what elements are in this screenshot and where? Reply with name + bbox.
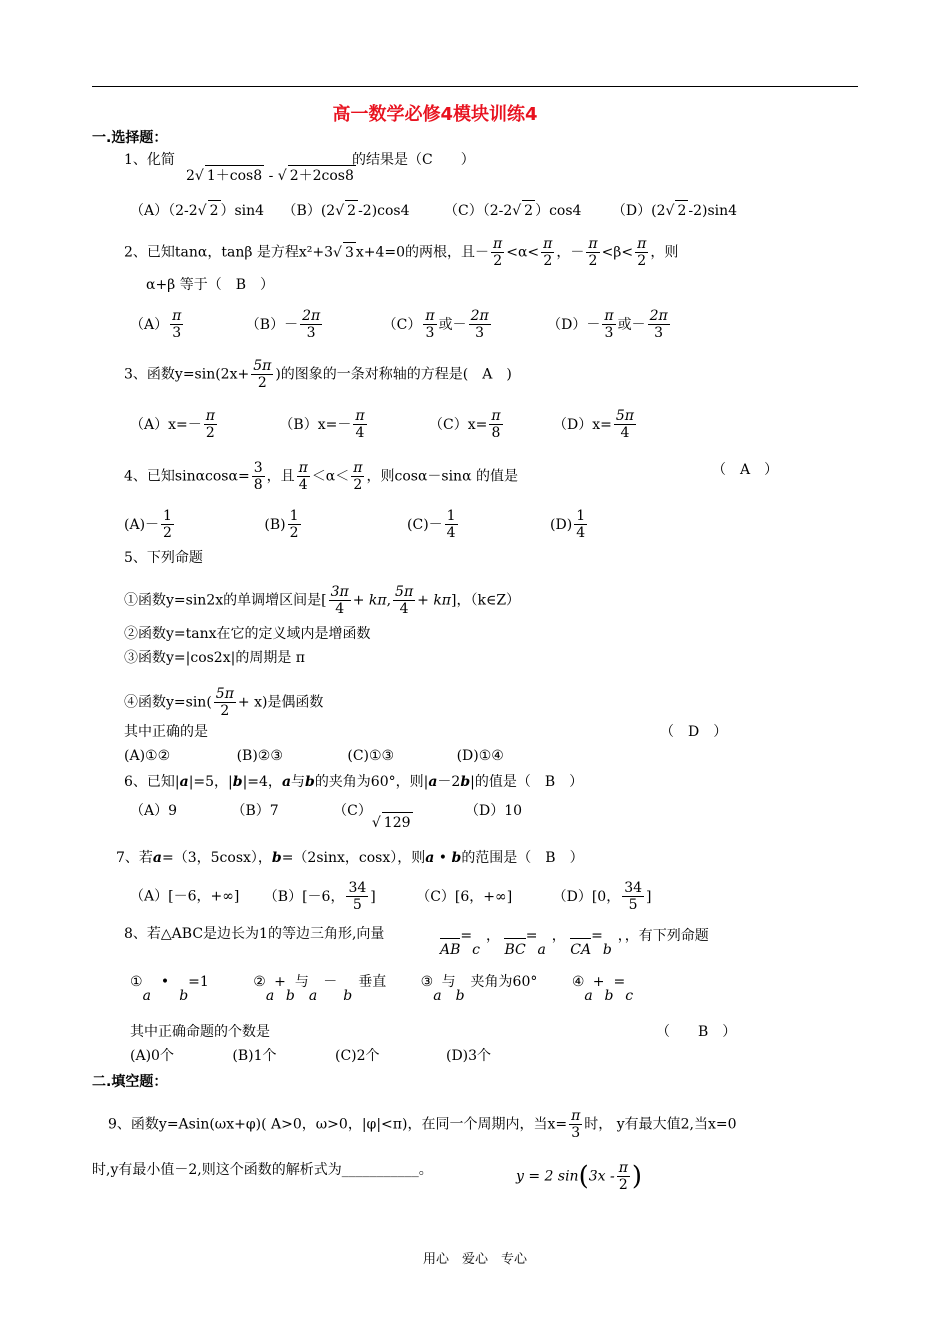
q2-option-c: （C） $\frac{\pi}{3}$ 或－ $\frac{2\pi}{3}$ — [382, 308, 489, 341]
q5-prop-3: ③函数y=|cos2x|的周期是 π — [124, 650, 305, 666]
q1-expression — [186, 165, 356, 186]
q8-prop-3: ③a与b夹角为60° — [420, 974, 538, 1004]
q2-stem: 2、已知tanα，tanβ 是方程x²+3√ 3 x+4=0的两根，且－ $\frac{\pi}{2}$ <α< $\frac{\pi}{2}$ ，－ $\frac{\pi}{2}$ <β< $\frac{\pi}{2}$ ，则 — [124, 236, 678, 269]
q9-stem-line2: 时,y有最小值－2,则这个函数的解析式为___________。 — [92, 1162, 433, 1178]
page-title: 高一数学必修4模块训练4 — [332, 104, 538, 125]
q1-options — [130, 200, 737, 221]
q1-radical-1: √ 1＋cos8 — [195, 168, 264, 184]
q4-option-b: (B) $\frac{1}{2}$ — [264, 508, 299, 541]
q5-prop-2: ②函数y=tanx在它的定义域内是增函数 — [124, 626, 371, 642]
q1-stem-pre: 1、化简 — [124, 152, 175, 168]
q1-option-b: （B）(2√ 2 -2)cos4 — [283, 203, 410, 219]
vector-ab: AB — [440, 938, 460, 960]
q5-option-d: (D)①④ — [456, 748, 504, 764]
q2-frac-pi-2-a: $\frac{\pi}{2}$ — [493, 236, 503, 269]
q8-prop-1: ①a•b=1 — [130, 974, 209, 1004]
vector-ca: CA — [570, 938, 591, 960]
q2-stem-line2: α+β 等于（ B ） — [146, 277, 275, 293]
q3-option-b: （B）x=－ $\frac{\pi}{4}$ — [279, 408, 365, 441]
q7-option-c: （C）[6，+∞] — [416, 888, 513, 905]
q9-answer: y = 2 sin(3x - $\frac{\pi}{2}$ ) — [516, 1160, 643, 1193]
q8-option-a: (A)0个 — [130, 1048, 174, 1064]
q4-option-c: (C)－ $\frac{1}{4}$ — [407, 508, 456, 541]
q5-option-a: (A)①② — [124, 748, 171, 764]
q1-stem-post: 的结果是（C ） — [352, 152, 475, 168]
q7-option-d: （D）[0， $\frac{34}{5}$ ] — [552, 880, 652, 913]
q1-radical-2: √ 2＋2cos8 — [278, 168, 356, 184]
q1-coef: 2 — [186, 168, 195, 184]
q2-option-b: （B）－ $\frac{2\pi}{3}$ — [245, 308, 321, 341]
q2-options — [130, 308, 672, 341]
q5-options — [124, 746, 504, 766]
q3-option-d: （D）x= $\frac{5\pi}{4}$ — [552, 408, 634, 441]
vector-bc: BC — [504, 938, 525, 960]
q5-correct-label: 其中正确的是 — [124, 724, 208, 740]
q5-option-c: (C)①③ — [347, 748, 395, 764]
q2-option-a: （A） $\frac{\pi}{3}$ — [130, 308, 182, 341]
q4-options — [124, 508, 589, 541]
q5-prop-4: ④函数y=sin( $\frac{5\pi}{2}$ + x)是偶函数 — [124, 686, 324, 719]
q8-answer: （ B ） — [656, 1024, 737, 1040]
q6-stem: 6、已知|a|=5，|b|=4，a与b的夹角为60°，则|a－2b|的值是（ B ） — [124, 774, 584, 790]
q8-stem: 8、若△ABC是边长为1的等边三角形,向量 — [124, 926, 385, 942]
q5-option-b: (B)②③ — [236, 748, 283, 764]
q1-option-c: （C）（2-2√ 2 ）cos4 — [444, 203, 581, 219]
q7-option-a: （A）[－6，+∞] — [130, 888, 240, 905]
q6-option-c: （C）√ 129 — [333, 803, 412, 819]
section-choice-heading: 一.选择题： — [92, 130, 168, 146]
section-fill-heading: 二.填空题： — [92, 1074, 168, 1090]
q8-options — [130, 1046, 491, 1066]
q7-option-b: （B）[－6， $\frac{34}{5}$ ] — [263, 880, 376, 913]
q8-prop-2: ②a+b与a－b垂直 — [253, 974, 387, 1004]
q4-answer: （ A ） — [712, 462, 779, 478]
q5-prop-1: ①函数y=sin2x的单调增区间是[ $\frac{3\pi}{4}$ + kπ, $\frac{5\pi}{4}$ + kπ]，（k∈Z） — [124, 584, 521, 617]
q8-prop-4: ④a+b=c — [571, 974, 634, 1004]
q1-option-d: （D）(2√ 2 -2)sin4 — [612, 203, 737, 219]
q3-option-c: （C）x= $\frac{\pi}{8}$ — [428, 408, 501, 441]
q4-option-d: (D) $\frac{1}{4}$ — [550, 508, 586, 541]
q2-option-d: （D）－ $\frac{\pi}{3}$ 或－ $\frac{2\pi}{3}$ — [547, 308, 668, 341]
q3-option-a: （A）x=－ $\frac{\pi}{2}$ — [130, 408, 215, 441]
q7-options — [130, 880, 652, 913]
q4-stem: 4、已知sinαcosα= $\frac{3}{8}$ ，且 $\frac{\pi}{4}$ ＜α＜ $\frac{\pi}{2}$ ，则cosα－sinα 的值是 — [124, 460, 518, 493]
top-rule — [92, 86, 858, 87]
q8-option-d: (D)3个 — [445, 1048, 492, 1064]
page-footer: 用心 爱心 专心 — [422, 1252, 527, 1267]
q3-options — [130, 408, 638, 441]
q1-minus: - — [264, 168, 278, 184]
q5-answer: （ D ） — [660, 724, 728, 740]
q6-options — [130, 800, 523, 831]
q6-option-b: （B）7 — [231, 803, 279, 819]
q6-option-d: （D）10 — [464, 803, 523, 819]
q8-correct-label: 其中正确命题的个数是 — [130, 1024, 270, 1040]
q4-option-a: (A)－ $\frac{1}{2}$ — [124, 508, 172, 541]
q8-props — [130, 972, 634, 1004]
q1-stem — [124, 150, 175, 170]
q8-option-c: (C)2个 — [334, 1048, 380, 1064]
q6-option-a: （A）9 — [130, 803, 178, 819]
q8-vectors: AB=c， BC=a， CA=b，，有下列命题 — [440, 928, 709, 958]
q5-stem: 5、下列命题 — [124, 550, 203, 566]
q1-option-a: （A）（2-2√ 2 ）sin4 — [130, 203, 264, 219]
q8-option-b: (B)1个 — [232, 1048, 277, 1064]
q7-stem: 7、若a=（3，5cosx），b=（2sinx，cosx），则a • b的范围是（ B ） — [116, 850, 584, 866]
q9-stem: 9、函数y=Asin(ωx+φ)( A>0，ω>0，|φ|<π)，在同一个周期内，当x= $\frac{\pi}{3}$ 时， y有最大值2,当x=0 — [108, 1108, 737, 1141]
q3-stem: 3、函数y=sin(2x+ $\frac{5\pi}{2}$ )的图象的一条对称轴的方程是( A ) — [124, 358, 512, 391]
